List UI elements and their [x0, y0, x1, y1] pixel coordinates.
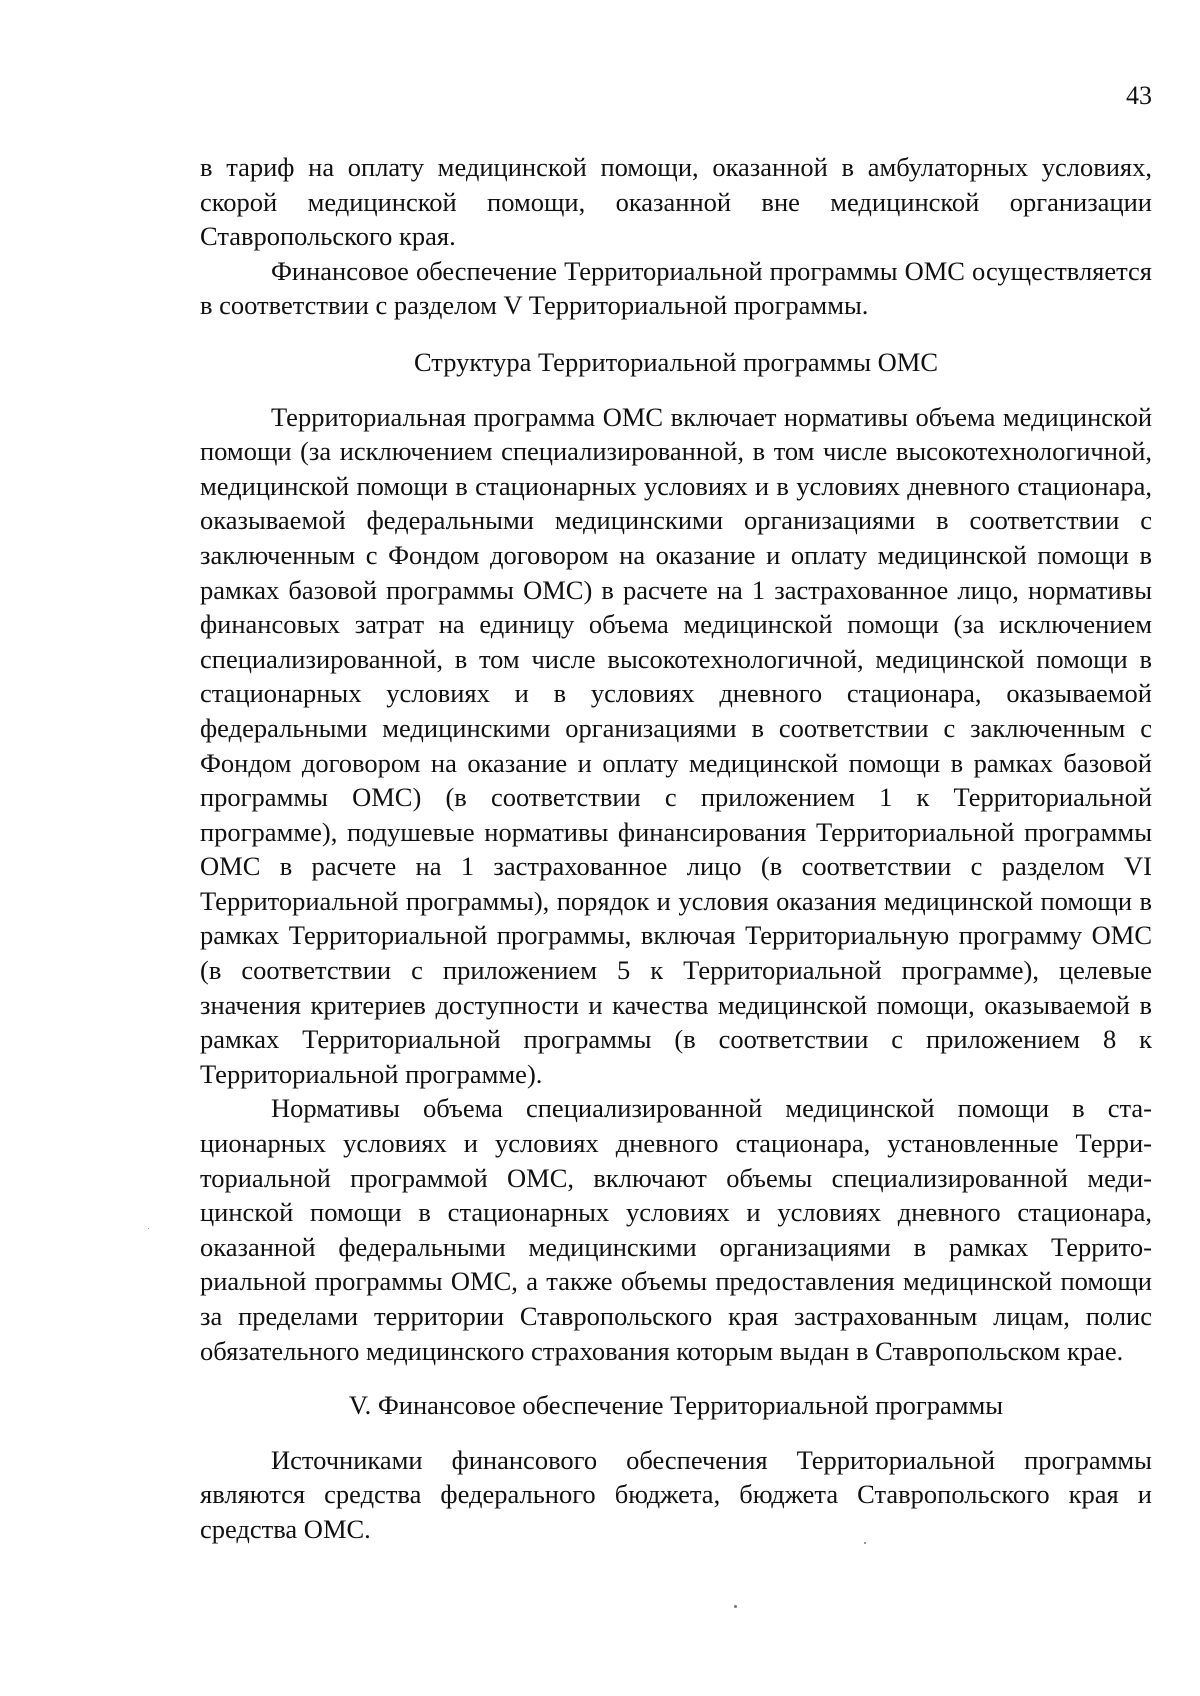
- heading-section-v: V. Финансовое обеспечение Территориальной программы: [348, 1390, 1004, 1421]
- heading-program-structure: Структура Территориальной программы ОМС: [413, 346, 938, 377]
- page-number: 43: [1126, 81, 1152, 110]
- paragraph-continuation: в тариф на оплату медицинской помощи, оказанной в амбулаторных условиях, скорой медицинской помощи, оказанной вне медицинской организации Ставропольского края.: [200, 152, 1152, 252]
- paragraph-specialized-care-norms: Нормативы объема специализированной медицинской помощи в стационарных условиях и условиях дневного стационара, установленные Территориальной программой ОМС, включают объемы специализированной медицинской помощи в стационарных условиях и условиях дневного стационара, оказанной федеральными медицинскими организациями в рамках Территориальной программы ОМС, а также объемы предоставления медицинской помощи за пределами территории Ставропольского края застрахованным лицам, полис обязательного медицинского страхования которым выдан в Ставропольском крае.: [200, 1093, 1152, 1366]
- scan-speck: [864, 1542, 866, 1544]
- scan-speck: [734, 1605, 737, 1608]
- paragraph-program-contents: Территориальная программа ОМС включает нормативы объема медицинской помощи (за исключением специализированной, в том числе высокотехнологичной, медицинской помощи в стационарных условиях и в условиях дневного стационара, оказываемой федеральными медицинскими организациями в соответствии с заключенным с Фондом договором на оказание и оплату медицинской помощи в рамках базовой программы ОМС) в расчете на 1 застрахованное лицо, нормативы финансовых затрат на единицу объема медицинской помощи (за исключением специализированной, в том числе высокотехнологичной, медицинской помощи в стационарных условиях и в условиях дневного стационара, оказываемой федеральными медицинскими организациями в соответствии с заключенным с Фондом договором на оказание и оплату медицинской помощи в рамках базовой программы ОМС) (в соответствии с приложением 1 к Территориальной программе), подушевые нормативы финансирования Территориальной программы ОМС в расчете на 1 застрахованное лицо (в соответствии с разделом VI Территориальной программы), порядок и условия оказания медицинской помощи в рамках Территориальной программы, включая Территориальную программу ОМС (в соответствии с приложением 5 к Территориальной программе), целевые значения критериев доступности и качества медицинской помощи, оказываемой в рамках Территориальной программы (в соответствии с приложением 8 к Территориальной программе).: [200, 401, 1152, 1089]
- paragraph-funding-sources: Источниками финансового обеспечения Территориальной программы являются средства федерального бюджета, бюджета Ставропольского края и средства ОМС.: [200, 1444, 1152, 1544]
- document-body: [200, 150, 1152, 1547]
- scan-speck: [148, 1228, 149, 1229]
- paragraph-financial-provision: Финансовое обеспечение Территориальной программы ОМС осуществляется в соответствии с разделом V Территориальной программы.: [200, 255, 1152, 321]
